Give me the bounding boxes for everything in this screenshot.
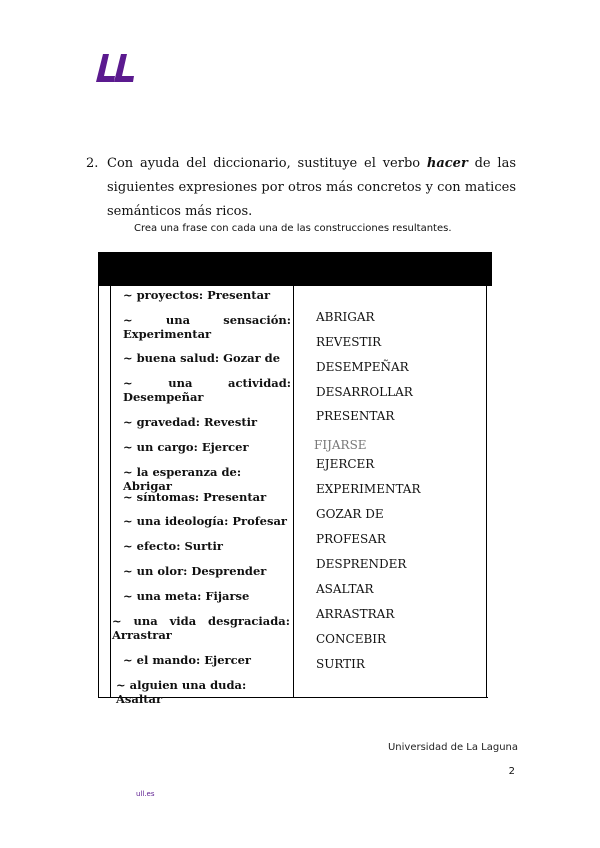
table-header-bar: [98, 252, 492, 286]
expression-item: ~ un olor: Desprender: [123, 564, 267, 578]
verb-item: FIJARSE: [314, 438, 367, 452]
instruction-text: Crea una frase con cada una de las construcciones resultantes.: [134, 223, 452, 234]
expression-item: ~ la esperanza de: Abrigar: [123, 465, 242, 493]
verb-item: REVESTIR: [316, 335, 382, 349]
exercise-question: [86, 152, 516, 224]
footer-site-link[interactable]: ull.es: [136, 790, 155, 798]
expression-item: ~ buena salud: Gozar de: [123, 351, 281, 365]
expression-item: ~ una vida desgraciada: Arrastrar: [112, 614, 290, 642]
expression-item: ~ un cargo: Ejercer: [123, 440, 249, 454]
footer-university: Universidad de La Laguna: [387, 742, 518, 753]
table-column-divider: [293, 286, 294, 698]
expression-item: ~ efecto: Surtir: [123, 539, 223, 553]
verb-item: PROFESAR: [316, 532, 386, 546]
expression-item: ~ proyectos: Presentar: [123, 288, 271, 302]
question-text-before: Con ayuda del diccionario, sustituye el verbo: [107, 156, 427, 171]
verb-item: SURTIR: [316, 657, 365, 671]
verb-item: PRESENTAR: [316, 409, 395, 423]
verb-item: CONCEBIR: [316, 632, 387, 646]
expression-item: ~ el mando: Ejercer: [123, 653, 251, 667]
table-border-right: [486, 286, 487, 698]
table-border-left: [98, 286, 99, 698]
question-number: 2.: [86, 156, 99, 171]
verb-item: ARRASTRAR: [316, 607, 395, 621]
expression-item: ~ alguien una duda: Asaltar: [116, 678, 247, 706]
expression-item: ~ una sensación: Experimentar: [123, 313, 291, 341]
expression-item: ~ una ideología: Profesar: [123, 514, 287, 528]
verb-item: GOZAR DE: [316, 507, 384, 521]
verb-item: EJERCER: [316, 457, 375, 471]
question-text-after: de las siguientes expresiones por otros más concretos y con matices semánticos más ricos.: [107, 156, 516, 219]
page-number: 2: [508, 766, 515, 777]
expression-item: ~ una meta: Fijarse: [123, 589, 250, 603]
verb-item: DESPRENDER: [316, 557, 407, 571]
table-border-inner: [110, 286, 111, 698]
ull-logo-icon: [95, 54, 135, 82]
expressions-table: [98, 286, 488, 706]
verb-item: ASALTAR: [316, 582, 374, 596]
expression-item: ~ gravedad: Revestir: [123, 415, 258, 429]
verb-item: ABRIGAR: [316, 310, 375, 324]
expression-item: ~ síntomas: Presentar: [123, 490, 267, 504]
verb-item: DESEMPEÑAR: [316, 360, 409, 374]
expression-item: ~ una actividad: Desempeñar: [123, 376, 291, 404]
question-text: [107, 152, 516, 224]
verb-item: DESARROLLAR: [316, 385, 413, 399]
verb-item: EXPERIMENTAR: [316, 482, 421, 496]
question-verb: hacer: [426, 156, 468, 171]
